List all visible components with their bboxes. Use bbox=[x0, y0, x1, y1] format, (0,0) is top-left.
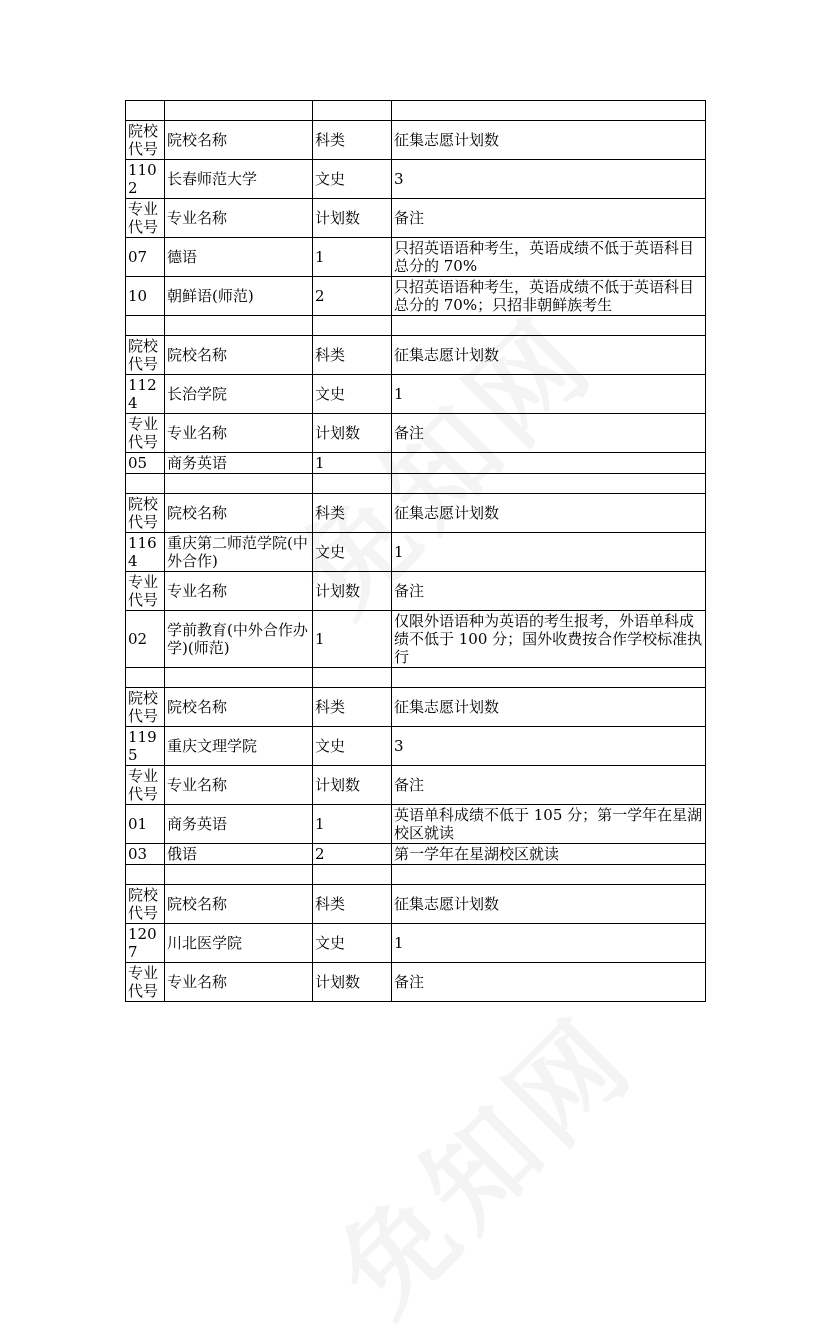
school-name: 长春师范大学 bbox=[165, 160, 313, 199]
school-category: 文史 bbox=[313, 160, 392, 199]
header-plan-count: 征集志愿计划数 bbox=[392, 688, 706, 727]
header-school-name: 院校名称 bbox=[165, 121, 313, 160]
header-note: 备注 bbox=[392, 766, 706, 805]
school-plan: 1 bbox=[392, 375, 706, 414]
major-code: 07 bbox=[126, 238, 165, 277]
major-note: 只招英语语种考生，英语成绩不低于英语科目总分的 70%；只招非朝鲜族考生 bbox=[392, 277, 706, 316]
school-name: 重庆文理学院 bbox=[165, 727, 313, 766]
spacer-row bbox=[126, 865, 706, 885]
school-plan: 1 bbox=[392, 533, 706, 572]
school-header-row bbox=[126, 121, 706, 160]
header-plan-count: 征集志愿计划数 bbox=[392, 494, 706, 533]
major-code: 05 bbox=[126, 453, 165, 474]
header-major-name: 专业名称 bbox=[165, 199, 313, 238]
header-category: 科类 bbox=[313, 885, 392, 924]
header-major-plan: 计划数 bbox=[313, 766, 392, 805]
school-name: 长治学院 bbox=[165, 375, 313, 414]
major-name: 学前教育(中外合作办学)(师范) bbox=[165, 611, 313, 668]
school-row bbox=[126, 160, 706, 199]
school-category: 文史 bbox=[313, 924, 392, 963]
header-major-name: 专业名称 bbox=[165, 766, 313, 805]
header-category: 科类 bbox=[313, 494, 392, 533]
header-school-code: 院校代号 bbox=[126, 336, 165, 375]
major-plan: 1 bbox=[313, 453, 392, 474]
major-row bbox=[126, 805, 706, 844]
header-school-name: 院校名称 bbox=[165, 494, 313, 533]
major-note bbox=[392, 453, 706, 474]
header-plan-count: 征集志愿计划数 bbox=[392, 336, 706, 375]
major-code: 02 bbox=[126, 611, 165, 668]
school-code: 1207 bbox=[126, 924, 165, 963]
major-row bbox=[126, 611, 706, 668]
header-major-code: 专业代号 bbox=[126, 199, 165, 238]
header-major-code: 专业代号 bbox=[126, 414, 165, 453]
header-school-name: 院校名称 bbox=[165, 336, 313, 375]
major-row bbox=[126, 844, 706, 865]
school-row bbox=[126, 533, 706, 572]
school-category: 文史 bbox=[313, 533, 392, 572]
header-major-code: 专业代号 bbox=[126, 963, 165, 1002]
school-code: 1124 bbox=[126, 375, 165, 414]
major-header-row bbox=[126, 414, 706, 453]
header-school-code: 院校代号 bbox=[126, 688, 165, 727]
school-category: 文史 bbox=[313, 727, 392, 766]
major-header-row bbox=[126, 199, 706, 238]
header-major-code: 专业代号 bbox=[126, 572, 165, 611]
major-code: 01 bbox=[126, 805, 165, 844]
major-code: 10 bbox=[126, 277, 165, 316]
major-row bbox=[126, 453, 706, 474]
major-name: 朝鲜语(师范) bbox=[165, 277, 313, 316]
school-row bbox=[126, 375, 706, 414]
major-row bbox=[126, 238, 706, 277]
school-header-row bbox=[126, 885, 706, 924]
major-note: 只招英语语种考生，英语成绩不低于英语科目总分的 70% bbox=[392, 238, 706, 277]
header-school-name: 院校名称 bbox=[165, 885, 313, 924]
header-major-code: 专业代号 bbox=[126, 766, 165, 805]
school-plan: 3 bbox=[392, 727, 706, 766]
school-code: 1102 bbox=[126, 160, 165, 199]
header-note: 备注 bbox=[392, 572, 706, 611]
header-major-name: 专业名称 bbox=[165, 414, 313, 453]
major-name: 德语 bbox=[165, 238, 313, 277]
major-note: 英语单科成绩不低于 105 分；第一学年在星湖校区就读 bbox=[392, 805, 706, 844]
header-note: 备注 bbox=[392, 963, 706, 1002]
major-name: 俄语 bbox=[165, 844, 313, 865]
header-category: 科类 bbox=[313, 688, 392, 727]
header-school-code: 院校代号 bbox=[126, 885, 165, 924]
watermark-bottom bbox=[297, 976, 663, 1342]
school-header-row bbox=[126, 688, 706, 727]
major-row bbox=[126, 277, 706, 316]
spacer-row bbox=[126, 316, 706, 336]
header-school-code: 院校代号 bbox=[126, 494, 165, 533]
major-plan: 1 bbox=[313, 238, 392, 277]
school-header-row bbox=[126, 494, 706, 533]
major-header-row bbox=[126, 766, 706, 805]
school-plan: 1 bbox=[392, 924, 706, 963]
school-category: 文史 bbox=[313, 375, 392, 414]
header-major-plan: 计划数 bbox=[313, 963, 392, 1002]
major-plan: 1 bbox=[313, 611, 392, 668]
major-header-row bbox=[126, 963, 706, 1002]
school-code: 1164 bbox=[126, 533, 165, 572]
major-name: 商务英语 bbox=[165, 805, 313, 844]
school-header-row bbox=[126, 336, 706, 375]
header-category: 科类 bbox=[313, 121, 392, 160]
school-code: 1195 bbox=[126, 727, 165, 766]
major-note: 仅限外语语种为英语的考生报考，外语单科成绩不低于 100 分；国外收费按合作学校标准执行 bbox=[392, 611, 706, 668]
header-major-plan: 计划数 bbox=[313, 414, 392, 453]
header-note: 备注 bbox=[392, 199, 706, 238]
header-major-name: 专业名称 bbox=[165, 572, 313, 611]
header-major-name: 专业名称 bbox=[165, 963, 313, 1002]
header-note: 备注 bbox=[392, 414, 706, 453]
major-name: 商务英语 bbox=[165, 453, 313, 474]
header-major-plan: 计划数 bbox=[313, 572, 392, 611]
school-name: 川北医学院 bbox=[165, 924, 313, 963]
header-plan-count: 征集志愿计划数 bbox=[392, 885, 706, 924]
header-school-name: 院校名称 bbox=[165, 688, 313, 727]
header-plan-count: 征集志愿计划数 bbox=[392, 121, 706, 160]
major-plan: 1 bbox=[313, 805, 392, 844]
spacer-row bbox=[126, 474, 706, 494]
school-name: 重庆第二师范学院(中外合作) bbox=[165, 533, 313, 572]
major-plan: 2 bbox=[313, 844, 392, 865]
major-note: 第一学年在星湖校区就读 bbox=[392, 844, 706, 865]
major-header-row bbox=[126, 572, 706, 611]
school-row bbox=[126, 924, 706, 963]
school-row bbox=[126, 727, 706, 766]
major-plan: 2 bbox=[313, 277, 392, 316]
spacer-row bbox=[126, 101, 706, 121]
spacer-row bbox=[126, 668, 706, 688]
header-major-plan: 计划数 bbox=[313, 199, 392, 238]
major-code: 03 bbox=[126, 844, 165, 865]
enrollment-plan-table bbox=[125, 100, 706, 1002]
header-category: 科类 bbox=[313, 336, 392, 375]
school-plan: 3 bbox=[392, 160, 706, 199]
header-school-code: 院校代号 bbox=[126, 121, 165, 160]
